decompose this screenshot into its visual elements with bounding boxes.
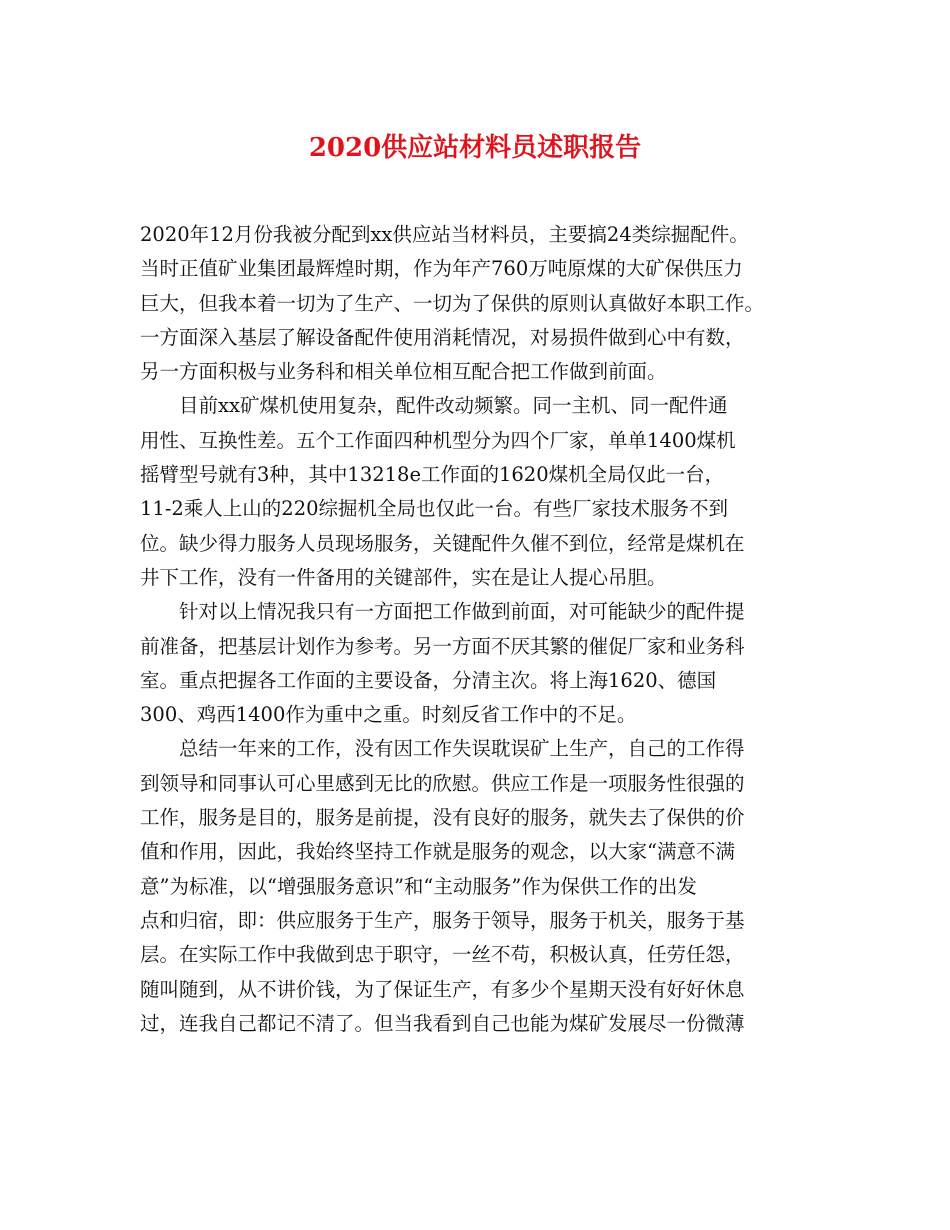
paragraph-line: 一方面深入基层了解设备配件使用消耗情况，对易损件做到心中有数， — [140, 325, 745, 349]
paragraph-line: 层。在实际工作中我做到忠于职守，一丝不苟，积极认真，任劳任怨， — [140, 943, 745, 967]
paragraph-line: 到领导和同事认可心里感到无比的欣慰。供应工作是一项服务性很强的 — [140, 771, 745, 795]
document-body — [140, 218, 820, 1041]
paragraph-line: 意”为标准，以“增强服务意识”和“主动服务”作为保供工作的出发 — [140, 874, 697, 898]
paragraph-1 — [140, 218, 820, 389]
paragraph-line: 工作，服务是目的，服务是前提，没有良好的服务，就失去了保供的价 — [140, 806, 745, 830]
paragraph-line: 总结一年来的工作，没有因工作失误耽误矿上生产，自己的工作得 — [179, 737, 745, 761]
paragraph-line: 2020年12月份我被分配到xx供应站当材料员，主要搞24类综掘配件。 — [140, 223, 749, 246]
paragraph-line: 另一方面积极与业务科和相关单位相互配合把工作做到前面。 — [140, 360, 667, 384]
paragraph-line: 位。缺少得力服务人员现场服务，关键配件久催不到位，经常是煤机在 — [140, 531, 745, 555]
paragraph-line: 随叫随到，从不讲价钱，为了保证生产，有多少个星期天没有好好休息 — [140, 977, 745, 1001]
paragraph-line: 针对以上情况我只有一方面把工作做到前面，对可能缺少的配件提 — [179, 600, 745, 624]
paragraph-4 — [140, 732, 820, 1041]
paragraph-line: 当时正值矿业集团最辉煌时期，作为年产760万吨原煤的大矿保供压力 — [140, 257, 743, 281]
paragraph-line: 过，连我自己都记不清了。但当我看到自己也能为煤矿发展尽一份微薄 — [140, 1011, 745, 1035]
document-title: 2020供应站材料员述职报告 — [308, 133, 642, 163]
paragraph-3 — [140, 595, 820, 732]
paragraph-line: 巨大，但我本着一切为了生产、一切为了保供的原则认真做好本职工作。 — [140, 291, 765, 315]
paragraph-2 — [140, 389, 820, 595]
paragraph-line: 前准备，把基层计划作为参考。另一方面不厌其繁的催促厂家和业务科 — [140, 634, 745, 658]
paragraph-line: 用性、互换性差。五个工作面四种机型分为四个厂家，单单1400煤机 — [140, 428, 736, 452]
paragraph-line: 点和归宿，即：供应服务于生产，服务于领导，服务于机关，服务于基 — [140, 908, 745, 932]
paragraph-line: 摇臂型号就有3种，其中13218e工作面的1620煤机全局仅此一台， — [140, 463, 725, 487]
paragraph-line: 11-2乘人上山的220综掘机全局也仅此一台。有些厂家技术服务不到 — [140, 497, 729, 521]
paragraph-line: 值和作用，因此，我始终坚持工作就是服务的观念，以大家“满意不满 — [140, 840, 735, 864]
paragraph-line: 300、鸡西1400作为重中之重。时刻反省工作中的不足。 — [140, 703, 637, 727]
paragraph-line: 井下工作，没有一件备用的关键部件，实在是让人提心吊胆。 — [140, 565, 667, 589]
paragraph-line: 室。重点把握各工作面的主要设备，分清主次。将上海1620、德国 — [140, 668, 717, 692]
paragraph-line: 目前xx矿煤机使用复杂，配件改动频繁。同一主机、同一配件通 — [179, 394, 728, 418]
